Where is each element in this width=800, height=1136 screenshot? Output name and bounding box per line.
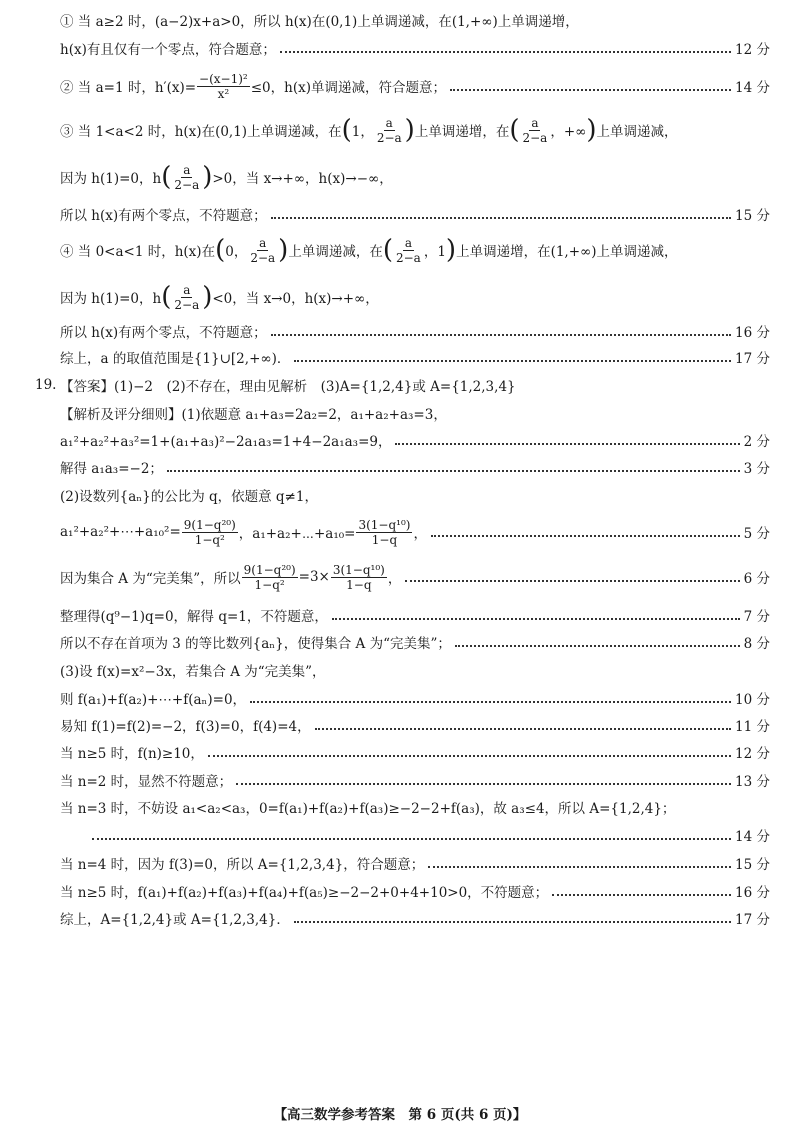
paren-open: ( — [341, 115, 352, 145]
line-text: 当 n≥5 时，f(a₁)+f(a₂)+f(a₃)+f(a₄)+f(a₅)≥−2−2+0+4+10>0，不符题意； — [60, 885, 549, 901]
fraction-denominator: 2−a — [250, 250, 276, 265]
line-text: ≤0，h(x)单调递减，符合题意； — [250, 80, 446, 96]
fraction-denominator: 2−a — [174, 177, 200, 192]
score-label: 10 分 — [735, 692, 770, 708]
line-text: 易知 f(1)=f(2)=−2，f(3)=0，f(4)=4， — [60, 719, 311, 735]
fraction-denominator: 1−q — [346, 577, 372, 592]
page-footer: 【高三数学参考答案 第 6 页(共 6 页)】 — [273, 1107, 527, 1123]
line-text: (2)设数列{aₙ}的公比为 q，依题意 q≠1， — [60, 489, 318, 505]
fraction-denominator: 1−q² — [194, 532, 225, 547]
fraction-numerator: a — [385, 115, 393, 130]
paren-open: ( — [382, 235, 393, 265]
fraction-numerator: 9(1−q²⁰) — [183, 517, 236, 532]
dot-leader — [315, 728, 731, 730]
line-q19-perfect-set — [60, 557, 770, 597]
score-label: 12 分 — [735, 746, 770, 762]
dot-leader — [92, 838, 731, 840]
line-q19-solve — [60, 456, 770, 478]
interval-left: 1， — [351, 124, 374, 140]
score-label: 14 分 — [735, 829, 770, 845]
fraction-numerator: 9(1−q²⁰) — [243, 562, 296, 577]
dot-leader — [405, 580, 739, 582]
line-text: h(x)有且仅有一个零点，符合题意； — [60, 42, 276, 58]
paren-close: ) — [202, 282, 213, 312]
question-number: 19. — [35, 377, 57, 393]
fraction-denominator: 2−a — [174, 297, 200, 312]
fraction-numerator: a — [531, 115, 539, 130]
line-q19-sum-f — [60, 687, 770, 709]
fraction — [248, 236, 277, 265]
score-label: 6 分 — [743, 571, 770, 587]
line-text: 上单调递减，在 — [288, 244, 383, 260]
score-label: 8 分 — [743, 636, 770, 652]
score-label: 17 分 — [735, 912, 770, 928]
line-text: 因为集合 A 为“完美集”，所以 — [60, 571, 241, 587]
fraction-denominator: 2−a — [395, 250, 421, 265]
line-text: 则 f(a₁)+f(a₂)+⋯+f(aₙ)=0， — [60, 692, 247, 708]
line-q19-answer — [35, 374, 770, 396]
dot-leader — [395, 443, 739, 445]
paren-close: ) — [404, 115, 415, 145]
score-label: 15 分 — [735, 208, 770, 224]
fraction-numerator: 3(1−q¹⁰) — [358, 517, 411, 532]
interval-right: ，1 — [423, 244, 446, 260]
score-label: 16 分 — [735, 325, 770, 341]
line-case3-h — [60, 157, 770, 197]
dot-leader — [250, 701, 731, 703]
line-text: 当 n=4 时，因为 f(3)=0，所以 A={1,2,3,4}，符合题意； — [60, 857, 425, 873]
line-case1-monotonic — [60, 9, 770, 31]
line-q19-part3 — [60, 659, 770, 681]
line-text: >0，当 x→+∞，h(x)→−∞， — [212, 171, 393, 187]
line-q19-n-3 — [60, 796, 770, 818]
fraction — [172, 283, 201, 312]
score-label: 7 分 — [743, 609, 770, 625]
dot-leader — [552, 894, 731, 896]
fraction — [375, 116, 404, 145]
paren-close: ) — [202, 162, 213, 192]
line-q19-n-3-score — [88, 824, 770, 846]
line-text: 当 n=3 时，不妨设 a₁<a₂<a₃，0=f(a₁)+f(a₂)+f(a₃)≥−2−2+f(a₃)，故 a₃≤4，所以 A={1,2,4}； — [60, 801, 676, 817]
line-text: (3)设 f(x)=x²−3x，若集合 A 为“完美集”， — [60, 664, 326, 680]
fraction-denominator: 1−q — [371, 532, 398, 547]
fraction — [394, 236, 423, 265]
dot-leader — [428, 866, 731, 868]
line-q19-sums — [60, 512, 770, 552]
line-text: 整理得(q⁹−1)q=0，解得 q=1，不符题意， — [60, 609, 328, 625]
score-label: 14 分 — [735, 80, 770, 96]
line-text: 综上，A={1,2,4}或 A={1,2,3,4}． — [60, 912, 290, 928]
paren-open: ( — [161, 282, 172, 312]
score-label: 15 分 — [735, 857, 770, 873]
dot-leader — [271, 334, 731, 336]
fraction — [197, 72, 250, 101]
line-case4 — [60, 230, 770, 270]
score-label: 2 分 — [743, 434, 770, 450]
fraction — [331, 563, 387, 592]
line-text: 【解析及评分细则】(1)依题意 a₁+a₃=2a₂=2，a₁+a₂+a₃=3， — [60, 407, 447, 423]
fraction — [356, 518, 412, 547]
dot-leader — [431, 535, 740, 537]
fraction-numerator: 3(1−q¹⁰) — [332, 562, 385, 577]
line-summary-18 — [60, 346, 770, 368]
fraction-numerator: a — [183, 162, 191, 177]
line-text: 当 n≥5 时，f(n)≥10， — [60, 746, 204, 762]
dot-leader — [450, 89, 731, 91]
paren-close: ) — [445, 235, 457, 265]
paren-open: ( — [161, 162, 172, 192]
fraction — [182, 518, 238, 547]
line-text: 所以 h(x)有两个零点，不符题意； — [60, 325, 267, 341]
line-case2 — [60, 66, 770, 106]
line-text: <0，当 x→0，h(x)→+∞， — [212, 291, 379, 307]
line-case4-h — [60, 277, 770, 317]
score-label: 16 分 — [735, 885, 770, 901]
paren-open: ( — [509, 115, 520, 145]
line-text: 【答案】(1)−2 (2)不存在，理由见解析 (3)A={1,2,4}或 A={1,2,3,4} — [60, 379, 516, 395]
interval-left: 0， — [225, 244, 248, 260]
fraction-denominator: 2−a — [522, 130, 548, 145]
line-q19-part2 — [60, 484, 770, 506]
line-text: ， — [387, 571, 402, 587]
fraction — [172, 163, 201, 192]
line-text: ④ 当 0<a<1 时，h(x)在 — [60, 244, 216, 260]
dot-leader — [332, 618, 740, 620]
dot-leader — [455, 645, 740, 647]
line-text: 综上，a 的取值范围是{1}∪[2,+∞)． — [60, 351, 291, 367]
line-text: a₁²+a₂²+⋯+a₁₀²= — [60, 524, 181, 540]
interval-right: ，+∞ — [550, 124, 587, 140]
score-label: 3 分 — [743, 461, 770, 477]
score-label: 13 分 — [735, 774, 770, 790]
line-text: 解得 a₁a₃=−2； — [60, 461, 163, 477]
line-q19-analysis — [60, 402, 770, 424]
line-text: ， — [413, 526, 427, 542]
line-text: 当 n=2 时，显然不符题意； — [60, 774, 233, 790]
line-q19-n-4 — [60, 852, 770, 874]
fraction-numerator: −(x−1)² — [199, 71, 248, 86]
fraction-denominator: x² — [217, 86, 230, 101]
dot-leader — [294, 921, 731, 923]
dot-leader — [208, 755, 731, 757]
line-q19-values — [60, 714, 770, 736]
line-q19-sum-squares — [60, 429, 770, 451]
line-text: 上单调递增，在 — [414, 124, 510, 140]
line-q19-n-ge-5 — [60, 741, 770, 763]
fraction-denominator: 2−a — [376, 130, 402, 145]
line-q19-n-2 — [60, 769, 770, 791]
line-case3-conclusion — [60, 203, 770, 225]
line-text: 上单调递增，在(1,+∞)上单调递减， — [456, 244, 678, 260]
line-text: 上单调递减， — [596, 124, 678, 140]
paren-open: ( — [215, 235, 226, 265]
dot-leader — [280, 51, 731, 53]
dot-leader — [294, 360, 731, 362]
line-text: ① 当 a≥2 时，(a−2)x+a>0，所以 h(x)在(0,1)上单调递减，在(1,+∞)上单调递增， — [60, 14, 579, 30]
dot-leader — [271, 217, 731, 219]
score-label: 11 分 — [735, 719, 770, 735]
line-text: =3× — [298, 569, 330, 585]
fraction-numerator: a — [183, 282, 191, 297]
line-text: a₁²+a₂²+a₃²=1+(a₁+a₃)²−2a₁a₃=1+4−2a₁a₃=9， — [60, 434, 392, 450]
dot-leader — [236, 783, 731, 785]
line-q19-summary — [60, 907, 770, 929]
score-label: 5 分 — [743, 526, 770, 542]
line-text: 所以不存在首项为 3 的等比数列{aₙ}，使得集合 A 为“完美集”； — [60, 636, 451, 652]
line-text: 所以 h(x)有两个零点，不符题意； — [60, 208, 267, 224]
line-one-zero — [60, 37, 770, 59]
fraction — [520, 116, 549, 145]
dot-leader — [167, 470, 740, 472]
line-q19-n-ge-5-sum — [60, 880, 770, 902]
line-text: ③ 当 1<a<2 时，h(x)在(0,1)上单调递减，在 — [60, 124, 342, 140]
line-text: 因为 h(1)=0，h — [60, 171, 162, 187]
score-label: 12 分 — [735, 42, 770, 58]
line-text: ，a₁+a₂+⋯+a₁₀= — [238, 526, 356, 542]
line-case3 — [60, 110, 770, 150]
score-label: 17 分 — [735, 351, 770, 367]
line-q19-simplify — [60, 604, 770, 626]
paren-close: ) — [278, 235, 289, 265]
fraction — [242, 563, 298, 592]
line-case4-conclusion — [60, 320, 770, 342]
line-text: ② 当 a=1 时，h′(x)= — [60, 80, 197, 96]
fraction-denominator: 1−q² — [254, 577, 285, 592]
line-q19-no-sequence — [60, 631, 770, 653]
line-text: 因为 h(1)=0，h — [60, 291, 162, 307]
paren-close: ) — [586, 115, 597, 145]
fraction-numerator: a — [404, 235, 412, 250]
fraction-numerator: a — [259, 235, 267, 250]
